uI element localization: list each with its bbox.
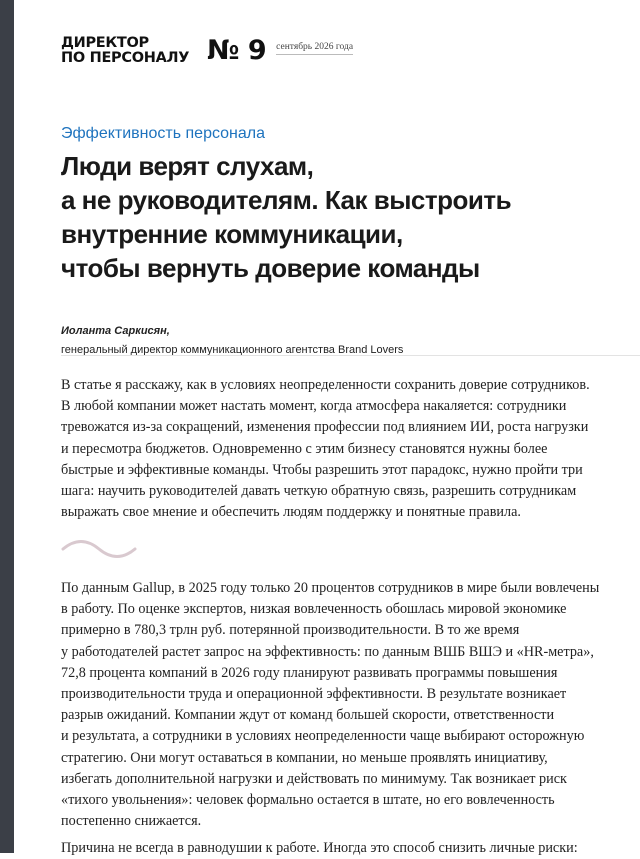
lead-line: быстрые и эффективные команды. Чтобы разрешить этот парадокс, нужно пройти три bbox=[61, 461, 583, 478]
article-rubric[interactable]: Эффективность персонала bbox=[61, 125, 266, 142]
body-line: постепенно снижается. bbox=[61, 813, 202, 830]
issue-date: сентябрь 2026 года bbox=[276, 42, 353, 55]
body-line: у работодателей растет запрос на эффективность: по данным ВШБ ВШЭ и «HR-метра», bbox=[61, 643, 594, 660]
lead-paragraph bbox=[61, 375, 621, 523]
body-line: разрыв ожиданий. Компании ждут от команд большей скорости, ответственности bbox=[61, 707, 555, 724]
left-edge-bar bbox=[0, 0, 14, 853]
logo-line-1: ДИРЕКТОР bbox=[61, 35, 149, 51]
body-line: «тихого увольнения»: человек формально остается в штате, но его вовлеченность bbox=[61, 792, 555, 809]
next-paragraph bbox=[61, 838, 621, 859]
body-line: производительности труда и операционной эффективности. В результате возникает bbox=[61, 686, 567, 703]
magazine-logo[interactable] bbox=[61, 36, 201, 66]
lead-line: выражать свое мнение и обеспечить людям поддержку и понятные правила. bbox=[61, 504, 521, 521]
lead-line: В любой компании может настать момент, когда атмосфера накаляется: сотрудники bbox=[61, 398, 567, 415]
body-line: избегать дополнительной нагрузки и действовать по минимуму. Так возникает риск bbox=[61, 770, 567, 787]
body-line: в работу. По оценке экспертов, низкая вовлеченность обошлась мировой экономике bbox=[61, 601, 567, 618]
title-line: чтобы вернуть доверие команды bbox=[61, 253, 480, 283]
body-line: примерно в 780,3 трлн руб. потерянной производительности. В то же время bbox=[61, 622, 520, 639]
body-paragraph bbox=[61, 578, 621, 832]
author-divider bbox=[61, 355, 640, 356]
body-line: 72,8 процента компаний в 2026 году планируют развивать программы повышения bbox=[61, 664, 558, 681]
lead-line: В статье я расскажу, как в условиях неопределенности сохранить доверие сотрудников. bbox=[61, 377, 590, 393]
next-line: Причина не всегда в равнодушии к работе. Иногда это способ снизить личные риски: bbox=[61, 840, 578, 856]
title-line: Люди верят слухам, bbox=[61, 151, 314, 181]
body-line: стратегию. Они могут оставаться в компании, но меньше проявлять инициативу, bbox=[61, 749, 548, 766]
author-position: генеральный директор коммуникационного агентства Brand Lovers bbox=[61, 344, 404, 356]
logo-line-2: ПО ПЕРСОНАЛУ bbox=[61, 50, 190, 66]
body-line: и результата, а сотрудники в условиях неопределенности чаще выбирают осторожную bbox=[61, 728, 585, 745]
lead-line: и пересмотра бюджетов. Одновременно с этим бизнесу становятся нужны более bbox=[61, 440, 548, 457]
body-line: По данным Gallup, в 2025 году только 20 процентов сотрудников в мире были вовлечены bbox=[61, 580, 600, 596]
lead-line: шага: научить руководителей давать четкую обратную связь, разрешить сотрудникам bbox=[61, 483, 577, 500]
lead-line: тревожатся из-за сокращений, изменения профессии под влиянием ИИ, роста нагрузки bbox=[61, 419, 589, 436]
author-name: Иоланта Саркисян, bbox=[61, 325, 170, 337]
title-line: внутренние коммуникации, bbox=[61, 219, 403, 249]
article-title bbox=[61, 149, 631, 285]
masthead bbox=[61, 36, 353, 66]
issue-number: № 9 bbox=[207, 35, 267, 66]
wave-divider-icon bbox=[61, 537, 137, 561]
title-line: а не руководителям. Как выстроить bbox=[61, 185, 512, 215]
